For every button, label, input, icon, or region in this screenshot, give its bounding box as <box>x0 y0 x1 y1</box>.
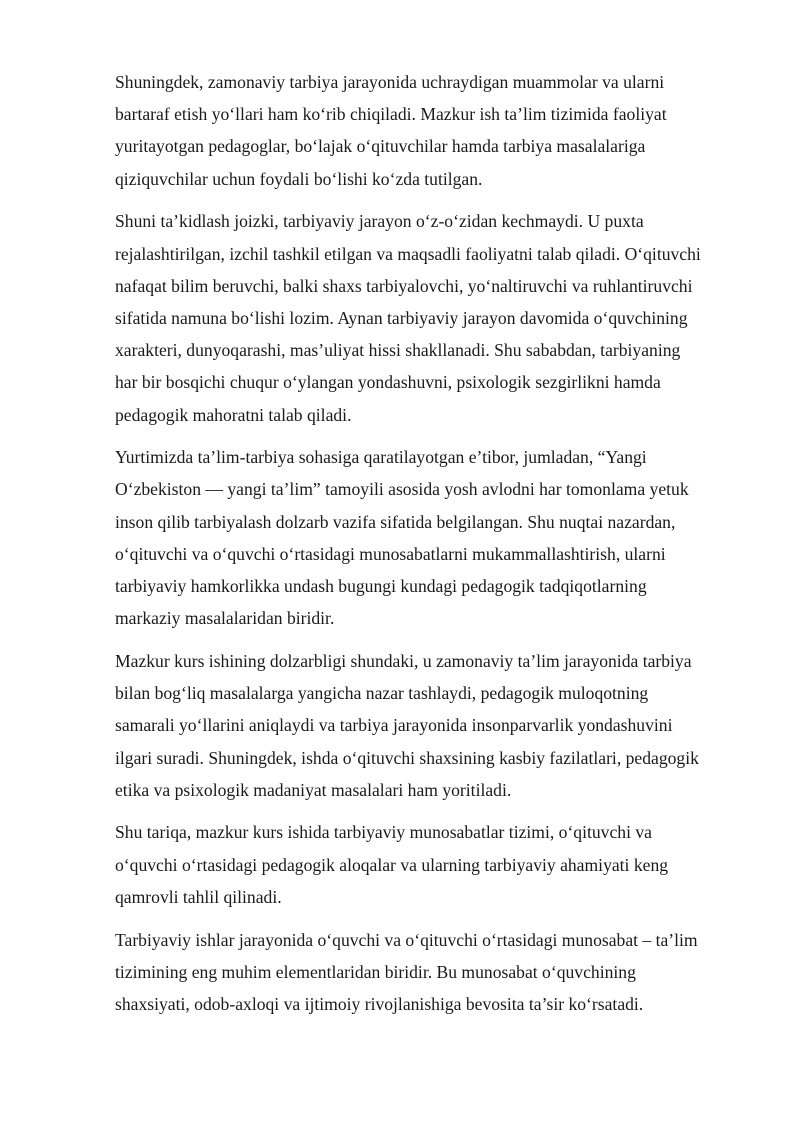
paragraph-line: markaziy masalalaridan biridir. <box>115 608 335 629</box>
paragraph-line: samarali yo‘llarini aniqlaydi va tarbiya jarayonida insonparvarlik yondashuvini <box>115 715 673 736</box>
paragraph-line: Mazkur kurs ishining dolzarbligi shundaki, u zamonaviy ta’lim jarayonida tarbiya <box>115 650 692 671</box>
paragraph-line: Shuni ta’kidlash joizki, tarbiyaviy jarayon o‘z-o‘zidan kechmaydi. U puxta <box>115 211 644 232</box>
paragraph-line: sifatida namuna bo‘lishi lozim. Aynan tarbiyaviy jarayon davomida o‘quvchining <box>115 307 688 328</box>
paragraph-line: pedagogik mahoratni talab qiladi. <box>115 404 352 425</box>
paragraph-line: Shu tariqa, mazkur kurs ishida tarbiyaviy munosabatlar tizimi, o‘qituvchi va <box>115 822 652 843</box>
paragraph-line: O‘zbekiston — yangi ta’lim” tamoyili asosida yosh avlodni har tomonlama yetuk <box>115 479 689 500</box>
paragraph-line: o‘qituvchi va o‘quvchi o‘rtasidagi munosabatlarni mukammallashtirish, ularni <box>115 543 666 564</box>
paragraph-1 <box>115 66 740 195</box>
paragraph-3 <box>115 441 740 634</box>
paragraph-line: tarbiyaviy hamkorlikka undash bugungi kundagi pedagogik tadqiqotlarning <box>115 576 647 597</box>
paragraph-line: har bir bosqichi chuqur o‘ylangan yondashuvni, psixologik sezgirlikni hamda <box>115 372 661 393</box>
paragraph-line: qamrovli tahlil qilinadi. <box>115 886 282 907</box>
paragraph-line: yuritayotgan pedagoglar, bo‘lajak o‘qituvchilar hamda tarbiya masalalariga <box>115 136 646 157</box>
paragraph-line: bilan bog‘liq masalalarga yangicha nazar tashlaydi, pedagogik muloqotning <box>115 683 649 704</box>
paragraph-line: qiziquvchilar uchun foydali bo‘lishi ko‘zda tutilgan. <box>115 168 483 189</box>
paragraph-line: Yurtimizda ta’lim-tarbiya sohasiga qaratilayotgan e’tibor, jumladan, “Yangi <box>115 447 647 468</box>
paragraph-line: Tarbiyaviy ishlar jarayonida o‘quvchi va o‘qituvchi o‘rtasidagi munosabat – ta’lim <box>115 929 698 950</box>
paragraph-line: shaxsiyati, odob-axloqi va ijtimoiy rivojlanishiga bevosita ta’sir ko‘rsatadi. <box>115 993 644 1014</box>
paragraph-line: inson qilib tarbiyalash dolzarb vazifa sifatida belgilangan. Shu nuqtai nazardan, <box>115 511 676 532</box>
paragraph-line: nafaqat bilim beruvchi, balki shaxs tarbiyalovchi, yo‘naltiruvchi va ruhlantiruvchi <box>115 275 693 296</box>
paragraph-line: Shuningdek, zamonaviy tarbiya jarayonida uchraydigan muammolar va ularni <box>115 72 665 92</box>
paragraph-line: etika va psixologik madaniyat masalalari ham yoritiladi. <box>115 779 512 800</box>
paragraph-5 <box>115 816 740 913</box>
paragraph-6 <box>115 924 740 1021</box>
paragraph-line: xarakteri, dunyoqarashi, mas’uliyat hissi shakllanadi. Shu sababdan, tarbiyaning <box>115 340 681 361</box>
paragraph-2 <box>115 205 740 430</box>
paragraph-line: bartaraf etish yo‘llari ham ko‘rib chiqiladi. Mazkur ish ta’lim tizimida faoliyat <box>115 104 667 125</box>
paragraph-line: tizimining eng muhim elementlaridan biridir. Bu munosabat o‘quvchining <box>115 961 636 982</box>
paragraph-4 <box>115 645 740 806</box>
document-body <box>115 66 740 1031</box>
paragraph-line: ilgari suradi. Shuningdek, ishda o‘qituvchi shaxsining kasbiy fazilatlari, pedagogik <box>115 747 699 768</box>
paragraph-line: o‘quvchi o‘rtasidagi pedagogik aloqalar va ularning tarbiyaviy ahamiyati keng <box>115 854 669 875</box>
paragraph-line: rejalashtirilgan, izchil tashkil etilgan va maqsadli faoliyatni talab qiladi. O‘qituvchi <box>115 243 701 264</box>
